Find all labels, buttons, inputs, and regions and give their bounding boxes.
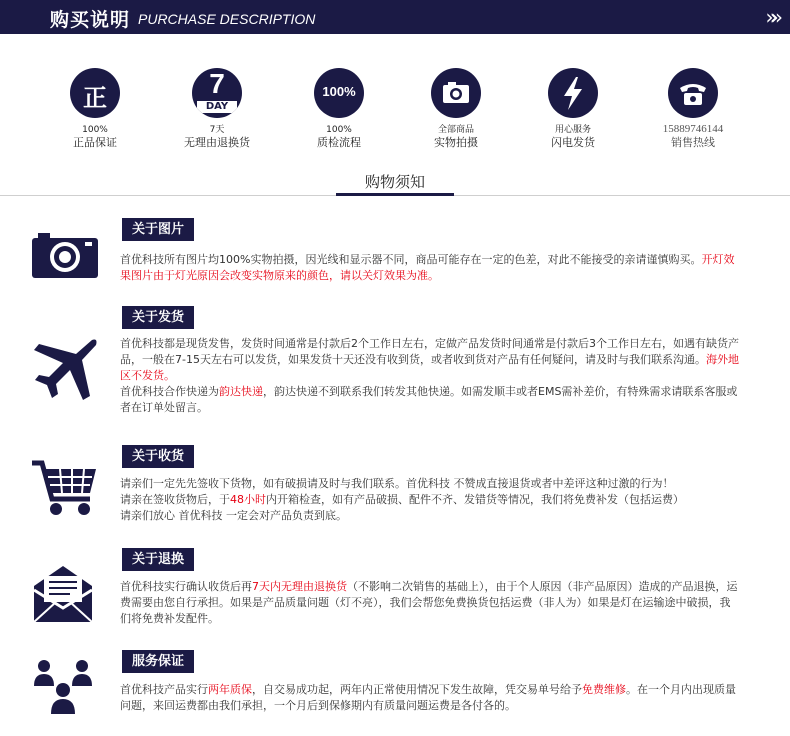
airplane-icon bbox=[30, 336, 106, 410]
section-tag: 关于图片 bbox=[122, 218, 194, 241]
guarantee-line1: 100% bbox=[326, 125, 352, 135]
people-group-icon bbox=[30, 656, 106, 722]
header-bar bbox=[0, 0, 790, 34]
notice-title: 购物须知 bbox=[364, 173, 425, 191]
double-chevron-icon: »» bbox=[765, 5, 776, 29]
notice-divider bbox=[0, 171, 790, 201]
camera-icon bbox=[431, 68, 481, 118]
section-body: 请亲们一定先先签收下货物，如有破损请及时与我们联系。首优科技 不赞成直接退货或者中差评这种过激的行为！ 请亲在签收货物后，于48小时内开箱检查，如有产品破损、配件不齐、发错货等情况，我们将免费补发（包括运费） 请亲们放心 首优科技 一定会对产品负责到底。 bbox=[120, 477, 684, 522]
shopping-cart-icon bbox=[30, 457, 106, 523]
guarantee-real-photo bbox=[401, 68, 511, 150]
guarantee-line2: 闪电发货 bbox=[551, 136, 595, 149]
guarantee-line1: 用心服务 bbox=[554, 125, 591, 135]
section-tag: 关于收货 bbox=[122, 445, 194, 468]
guarantee-line2: 实物拍摄 bbox=[434, 136, 478, 149]
guarantee-hotline bbox=[638, 68, 748, 150]
guarantee-line2: 销售热线 bbox=[671, 136, 715, 149]
header-title-en: PURCHASE DESCRIPTION bbox=[138, 11, 316, 27]
guarantee-line2: 无理由退换货 bbox=[184, 136, 250, 149]
header-title-cn: 购买说明 bbox=[50, 9, 131, 31]
section-tag: 关于退换 bbox=[122, 548, 194, 571]
section-body: 首优科技产品实行两年质保，自交易成功起，两年内正常使用情况下发生故障，凭交易单号给予免费维修。在一个月内出现质量问题，来回运费都由我们承担，一个月后到保修期内有质量问题运费是各付各的。 bbox=[120, 683, 736, 712]
guarantee-fast-ship bbox=[518, 68, 628, 150]
guarantee-line1: 7天 bbox=[209, 125, 225, 135]
guarantee-line2: 正品保证 bbox=[73, 136, 117, 149]
guarantee-line1: 全部商品 bbox=[437, 125, 474, 135]
guarantee-line1: 100% bbox=[82, 125, 108, 135]
guarantee-quality bbox=[284, 68, 394, 150]
guarantee-row bbox=[0, 68, 790, 168]
lightning-icon bbox=[548, 68, 598, 118]
envelope-icon bbox=[30, 562, 106, 628]
phone-icon bbox=[668, 68, 718, 118]
guarantee-line2: 质检流程 bbox=[317, 136, 361, 149]
section-body: 首优科技都是现货发售，发货时间通常是付款后2个工作日左右，定做产品发货时间通常是付款后3个工作日左右，如遇有缺货产品，一般在7-15天左右可以发货，如果发货十天还没有收到货，或者收到货对产品有任何疑问，请及时与我们联系沟通。海外地区不发货。 首优科技合作快递为韵达快递，韵达快递不到联系我们转发其他快递。如需发顺丰或者EMS需补差价，有特殊需求请联系客服或者在订单处留言。 bbox=[120, 337, 739, 414]
zheng-icon: 正 bbox=[70, 68, 120, 118]
section-body: 首优科技实行确认收货后再7天内无理由退换货（不影响二次销售的基础上），由于个人原因（非产品原因）造成的产品退换，运费需要由您自行承担。如果是产品质量问题（灯不亮），我们会帮您免费换货包括运费（非人为）如果是灯在运输途中破损，我们将免费补发配件。 bbox=[120, 580, 738, 625]
section-body: 首优科技所有图片均100%实物拍摄，因光线和显示器不同，商品可能存在一定的色差，对此不能接受的亲请谨慎购买。开灯效果图片由于灯光原因会改变实物原来的颜色，请以关灯效果为准。 bbox=[120, 253, 735, 282]
guarantee-authentic bbox=[40, 68, 150, 150]
guarantee-7day bbox=[162, 68, 272, 150]
7day-icon: 7 DAY bbox=[192, 68, 242, 118]
camera-icon bbox=[30, 228, 106, 284]
percent-icon: 100% bbox=[314, 68, 364, 118]
section-tag: 关于发货 bbox=[122, 306, 194, 329]
section-tag: 服务保证 bbox=[122, 650, 194, 673]
hotline-number: 15889746144 bbox=[662, 123, 724, 135]
